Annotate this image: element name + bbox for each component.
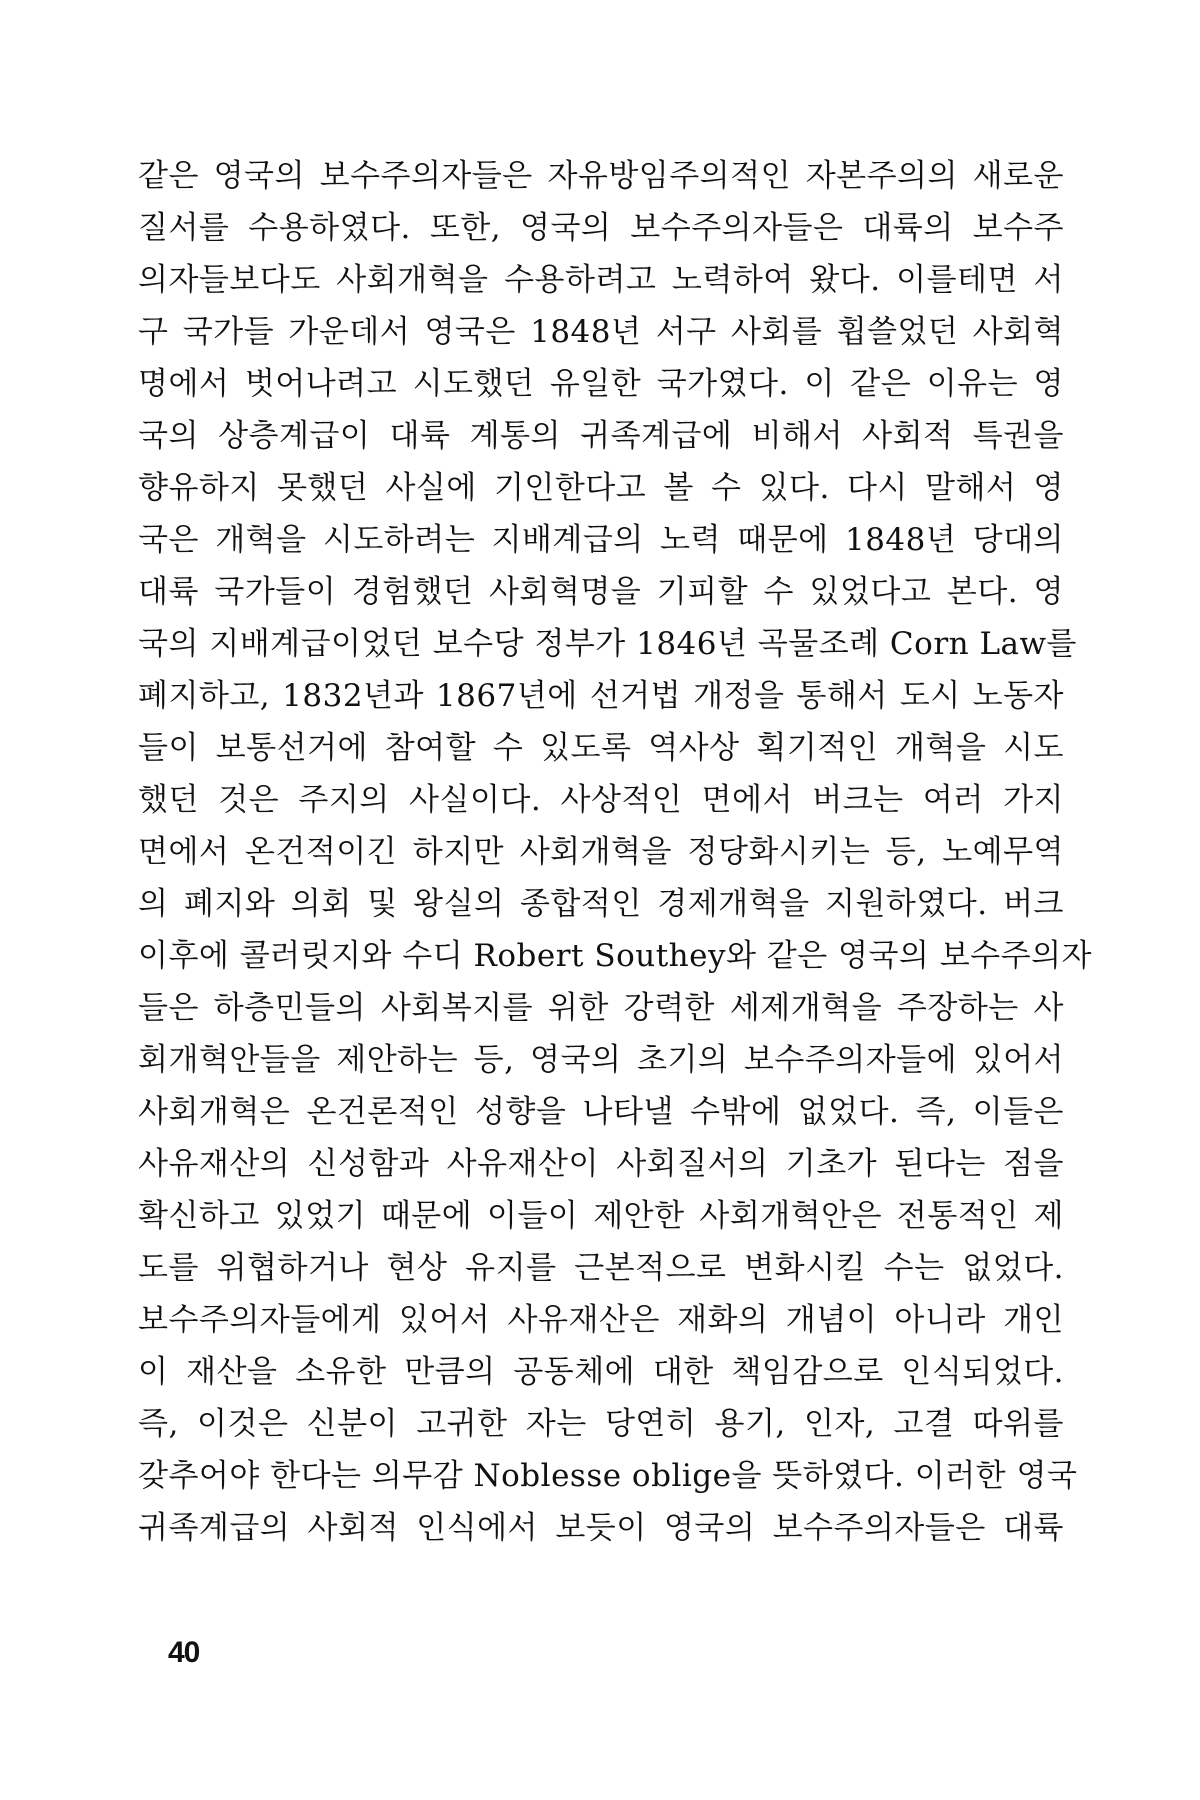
text-line: 명에서 벗어나려고 시도했던 유일한 국가였다. 이 같은 이유는 영 [138, 366, 1064, 402]
text-line: 국은 개혁을 시도하려는 지배계급의 노력 때문에 1848년 당대의 [138, 522, 1064, 558]
text-line: 들이 보통선거에 참여할 수 있도록 역사상 획기적인 개혁을 시도 [138, 730, 1064, 766]
body-text [138, 150, 1092, 1554]
page-number: 40 [168, 1636, 200, 1669]
text-line: 즉, 이것은 신분이 고귀한 자는 당연히 용기, 인자, 고결 따위를 [138, 1406, 1064, 1442]
text-line: 했던 것은 주지의 사실이다. 사상적인 면에서 버크는 여러 가지 [138, 782, 1064, 818]
text-line: 갖추어야 한다는 의무감 Noblesse oblige을 뜻하였다. 이러한 영국 [138, 1458, 1078, 1494]
text-line: 폐지하고, 1832년과 1867년에 선거법 개정을 통해서 도시 노동자 [138, 678, 1064, 714]
text-line: 보수주의자들에게 있어서 사유재산은 재화의 개념이 아니라 개인 [138, 1302, 1064, 1338]
text-line: 사유재산의 신성함과 사유재산이 사회질서의 기초가 된다는 점을 [138, 1146, 1064, 1182]
text-line: 구 국가들 가운데서 영국은 1848년 서구 사회를 휩쓸었던 사회혁 [138, 314, 1064, 350]
text-line: 회개혁안들을 제안하는 등, 영국의 초기의 보수주의자들에 있어서 [138, 1042, 1064, 1078]
text-line: 질서를 수용하였다. 또한, 영국의 보수주의자들은 대륙의 보수주 [138, 210, 1064, 246]
text-line: 향유하지 못했던 사실에 기인한다고 볼 수 있다. 다시 말해서 영 [138, 470, 1064, 506]
text-line: 국의 지배계급이었던 보수당 정부가 1846년 곡물조례 Corn Law를 [138, 626, 1078, 662]
text-line: 들은 하층민들의 사회복지를 위한 강력한 세제개혁을 주장하는 사 [138, 990, 1064, 1026]
text-line: 대륙 국가들이 경험했던 사회혁명을 기피할 수 있었다고 본다. 영 [138, 574, 1064, 610]
text-line: 국의 상층계급이 대륙 계통의 귀족계급에 비해서 사회적 특권을 [138, 418, 1064, 454]
text-line: 귀족계급의 사회적 인식에서 보듯이 영국의 보수주의자들은 대륙 [138, 1510, 1064, 1546]
text-line: 의 폐지와 의회 및 왕실의 종합적인 경제개혁을 지원하였다. 버크 [138, 886, 1064, 922]
text-line: 확신하고 있었기 때문에 이들이 제안한 사회개혁안은 전통적인 제 [138, 1198, 1064, 1234]
text-line: 의자들보다도 사회개혁을 수용하려고 노력하여 왔다. 이를테면 서 [138, 262, 1064, 298]
text-line: 도를 위협하거나 현상 유지를 근본적으로 변화시킬 수는 없었다. [138, 1250, 1064, 1286]
text-line: 사회개혁은 온건론적인 성향을 나타낼 수밖에 없었다. 즉, 이들은 [138, 1094, 1064, 1130]
text-line: 이 재산을 소유한 만큼의 공동체에 대한 책임감으로 인식되었다. [138, 1354, 1064, 1390]
text-line: 면에서 온건적이긴 하지만 사회개혁을 정당화시키는 등, 노예무역 [138, 834, 1064, 870]
text-line: 같은 영국의 보수주의자들은 자유방임주의적인 자본주의의 새로운 [138, 158, 1064, 194]
text-line: 이후에 콜러릿지와 수디 Robert Southey와 같은 영국의 보수주의자 [138, 938, 1092, 974]
